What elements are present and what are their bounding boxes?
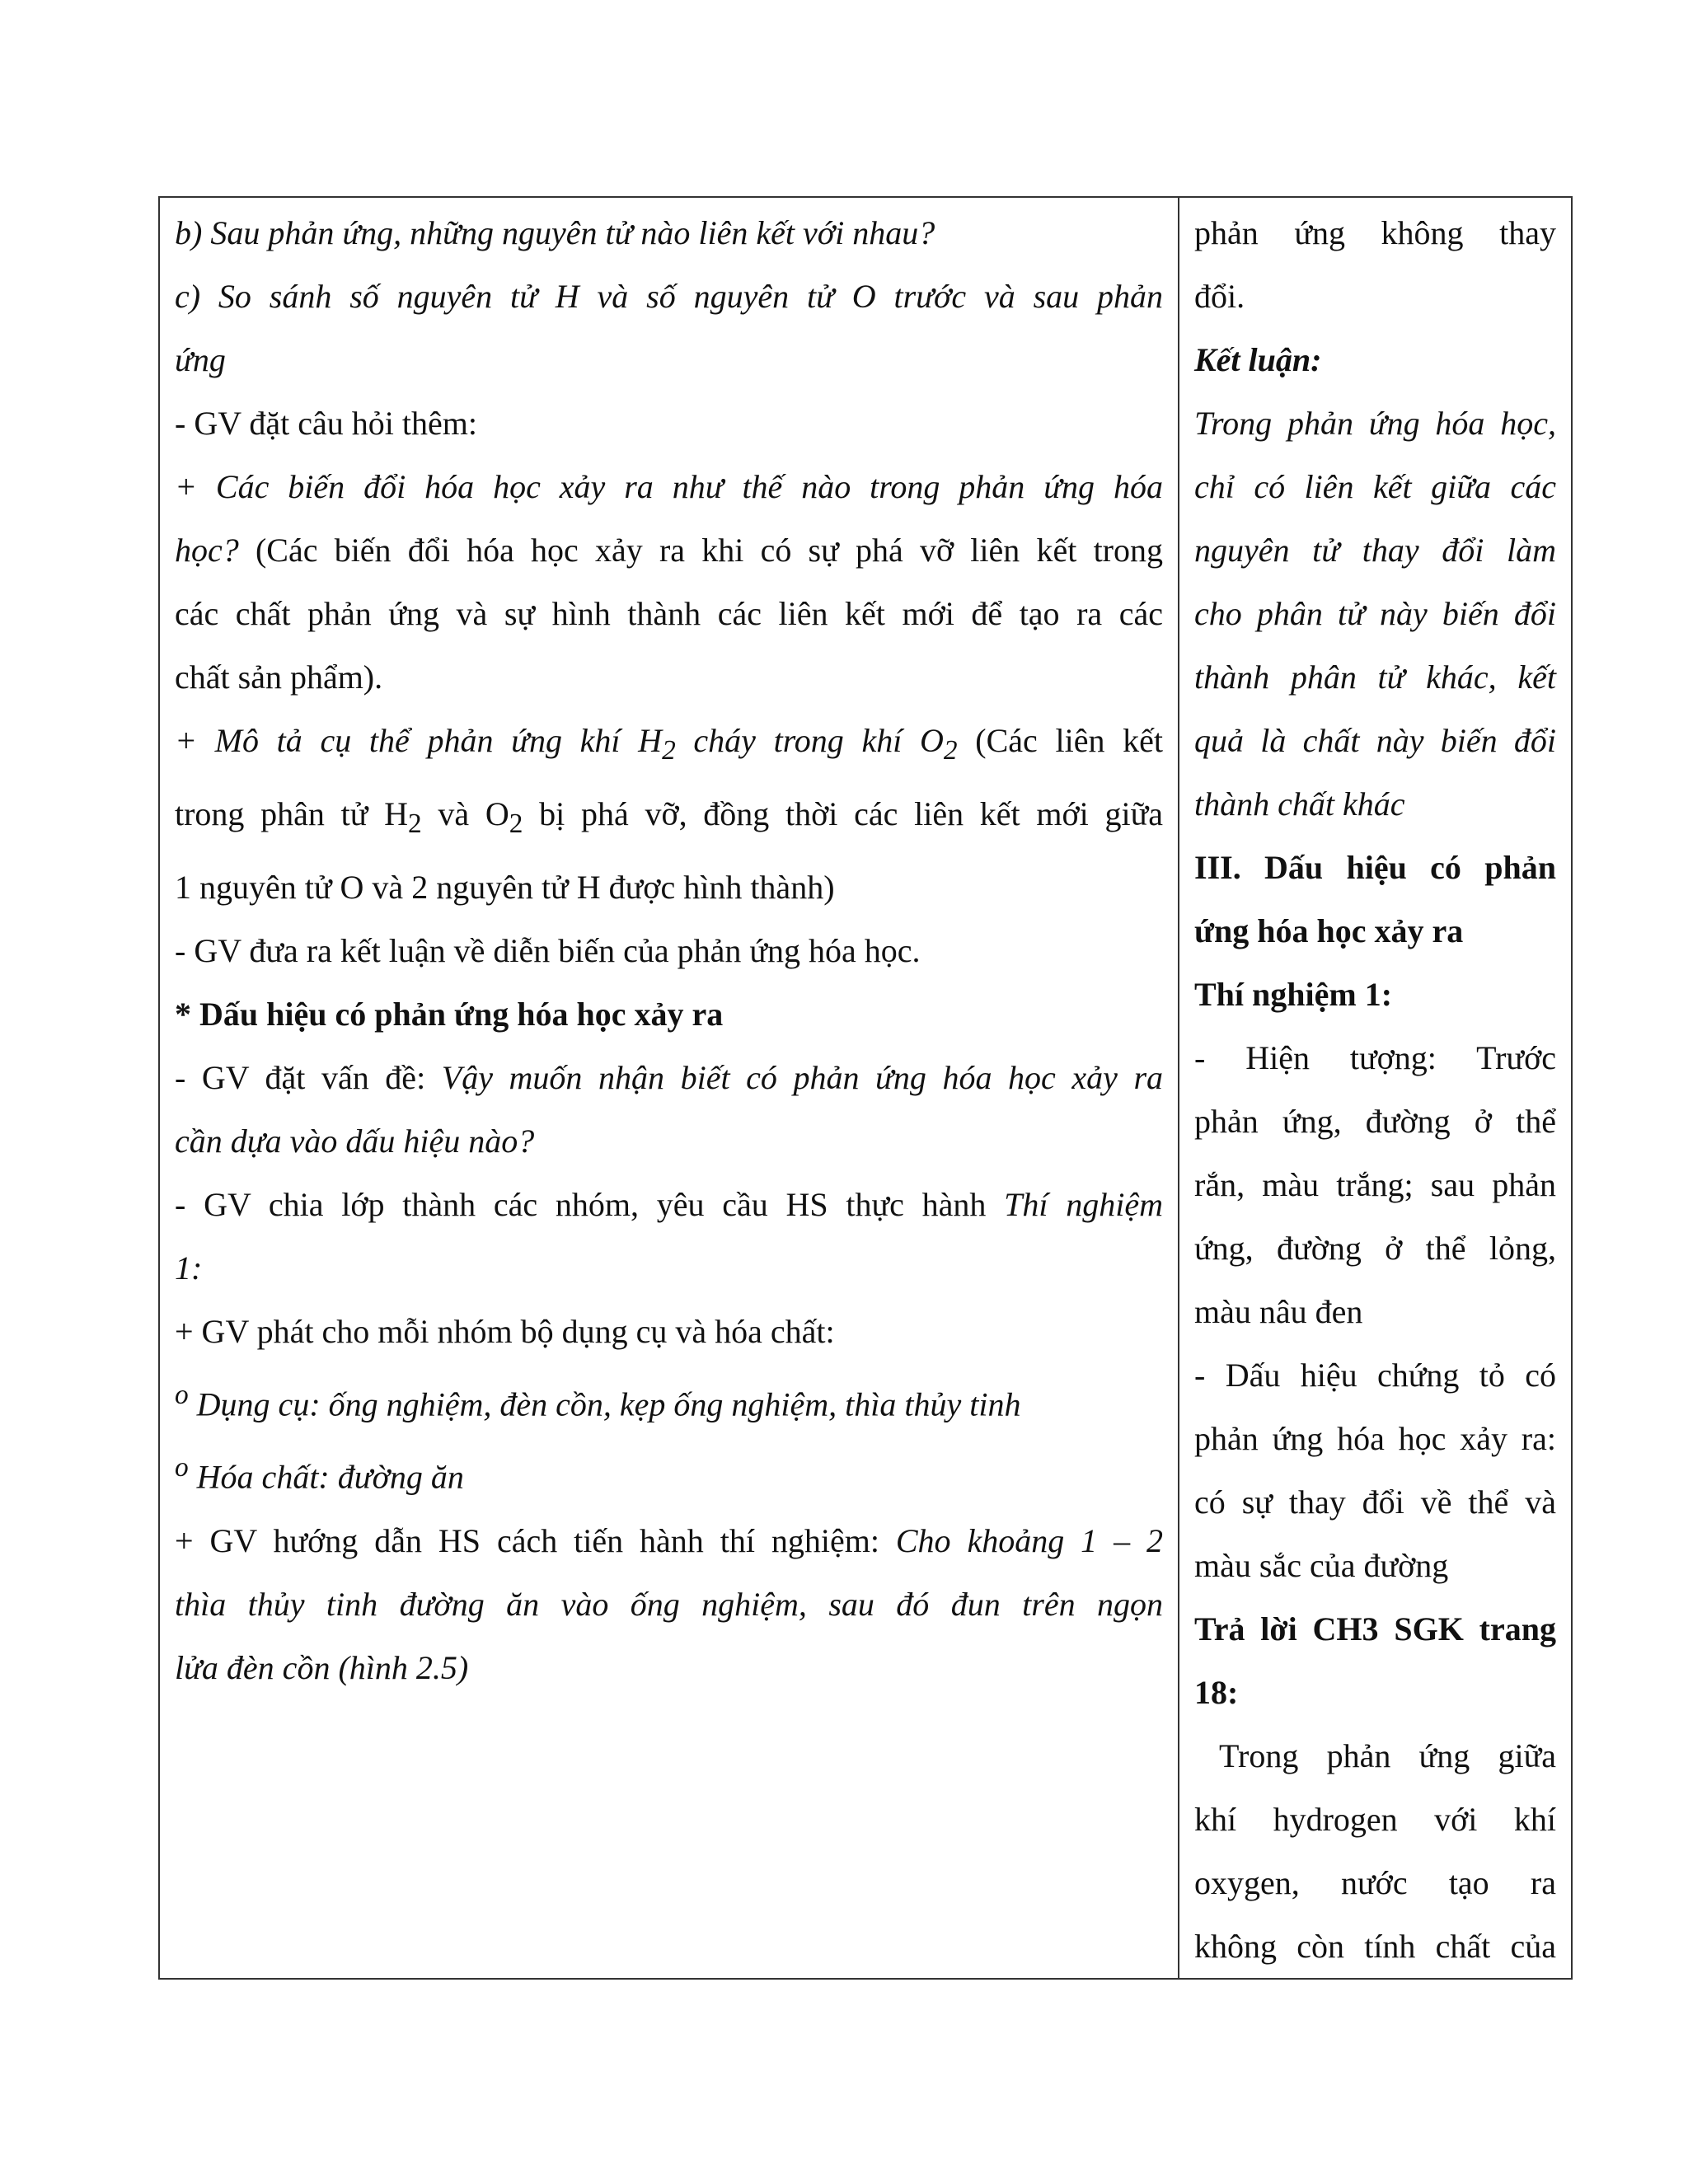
group-instruction: - GV chia lớp thành các nhóm, yêu cầu HS thực hành Thí nghiệm: [175, 1186, 1163, 1223]
sign-text: có sự thay đổi về thể và: [1194, 1483, 1556, 1521]
section-heading-iii: III. Dấu hiệu có phản: [1194, 849, 1556, 886]
extra-questions-heading: - GV đặt câu hỏi thêm:: [175, 405, 477, 442]
answer-heading: Trả lời CH3 SGK trang: [1194, 1610, 1556, 1647]
answer-text: oxygen, nước tạo ra: [1194, 1864, 1556, 1901]
experiment-heading: Thí nghiệm 1:: [1194, 976, 1393, 1013]
section-heading-signs: * Dấu hiệu có phản ứng hóa học xảy ra: [175, 996, 724, 1033]
question-b: b) Sau phản ứng, những nguyên tử nào liên kết với nhau?: [175, 214, 935, 251]
phenomenon-text: ứng, đường ở thể lỏng,: [1194, 1230, 1556, 1267]
answer-heading-cont: 18:: [1194, 1674, 1239, 1711]
equipment-tools: $^o$ Dụng cụ: ống nghiệm, đèn cồn, kẹp ống nghiệm, thìa thủy tinh: [175, 1380, 1021, 1423]
content-column: [1179, 197, 1572, 1979]
procedure-instruction: + GV hướng dẫn HS cách tiến hành thí nghiệm: Cho khoảng 1 – 2: [175, 1521, 1163, 1559]
question-c: c) So sánh số nguyên tử H và số nguyên tử O trước và sau phản: [175, 278, 1163, 315]
procedure-end: lửa đèn cồn (hình 2.5): [175, 1648, 469, 1686]
sign-text: phản ứng hóa học xảy ra:: [1194, 1420, 1556, 1457]
phenomenon-text: - Hiện tượng: Trước: [1194, 1039, 1556, 1076]
equipment-instruction: + GV phát cho mỗi nhóm bộ dụng cụ và hóa chất:: [175, 1313, 835, 1350]
extra-question-2: + Mô tả cụ thể phản ứng khí $H_2$ cháy trong khí $O_2$ (Các liên kết: [175, 722, 1163, 766]
question-c-cont: ứng: [175, 341, 226, 378]
conclusion-text: cho phân tử này biến đổi: [1194, 595, 1556, 632]
extra-answer-1: các chất phản ứng và sự hình thành các liên kết mới để tạo ra các: [175, 595, 1163, 632]
conclusion-text: nguyên tử thay đổi làm: [1194, 532, 1556, 569]
answer-text: Trong phản ứng giữa: [1219, 1737, 1556, 1774]
conclusion-heading: Kết luận:: [1194, 341, 1322, 378]
extra-answer-2: trong phân tử $H_2$ và $O_2$ bị phá vỡ, đồng thời các liên kết mới giữa: [175, 795, 1164, 839]
group-instruction-cont: 1:: [175, 1249, 203, 1286]
activity-column: [159, 197, 1179, 1979]
sign-text: màu sắc của đường: [1194, 1547, 1449, 1584]
right-line: phản ứng không thay: [1194, 214, 1556, 251]
extra-answer-1-end: chất sản phẩm).: [175, 658, 383, 696]
sign-text: - Dấu hiệu chứng tỏ có: [1194, 1357, 1556, 1394]
problem-statement: - GV đặt vấn đề: Vậy muốn nhận biết có phản ứng hóa học xảy ra: [175, 1059, 1164, 1096]
conclusion-text: thành chất khác: [1194, 785, 1405, 823]
answer-text: khí hydrogen với khí: [1194, 1801, 1556, 1838]
right-line: đổi.: [1194, 278, 1245, 315]
answer-text: không còn tính chất của: [1194, 1928, 1556, 1965]
equipment-chemicals: $^o$ Hóa chất: đường ăn: [175, 1452, 464, 1496]
phenomenon-text: phản ứng, đường ở thể: [1194, 1103, 1556, 1140]
phenomenon-text: rắn, màu trắng; sau phản: [1194, 1166, 1556, 1203]
extra-question-1-cont: học? (Các biến đổi hóa học xảy ra khi có sự phá vỡ liên kết trong: [175, 532, 1163, 569]
phenomenon-text: màu nâu đen: [1194, 1293, 1363, 1330]
procedure-cont: thìa thủy tinh đường ăn vào ống nghiệm, sau đó đun trên ngọn: [175, 1585, 1163, 1623]
conclusion-instruction: - GV đưa ra kết luận về diễn biến của phản ứng hóa học.: [175, 932, 921, 969]
conclusion-text: chỉ có liên kết giữa các: [1194, 468, 1556, 505]
extra-answer-2-end: 1 nguyên tử O và 2 nguyên tử H được hình thành): [175, 869, 835, 906]
section-heading-iii-cont: ứng hóa học xảy ra: [1194, 912, 1464, 949]
conclusion-text: quả là chất này biến đổi: [1194, 722, 1556, 759]
extra-question-1: + Các biến đổi hóa học xảy ra như thế nào trong phản ứng hóa: [175, 468, 1163, 505]
conclusion-text: Trong phản ứng hóa học,: [1194, 405, 1556, 442]
problem-statement-cont: cần dựa vào dấu hiệu nào?: [175, 1122, 535, 1160]
table-row: [159, 197, 1572, 1979]
conclusion-text: thành phân tử khác, kết: [1194, 658, 1556, 696]
lesson-table: [158, 196, 1573, 1980]
